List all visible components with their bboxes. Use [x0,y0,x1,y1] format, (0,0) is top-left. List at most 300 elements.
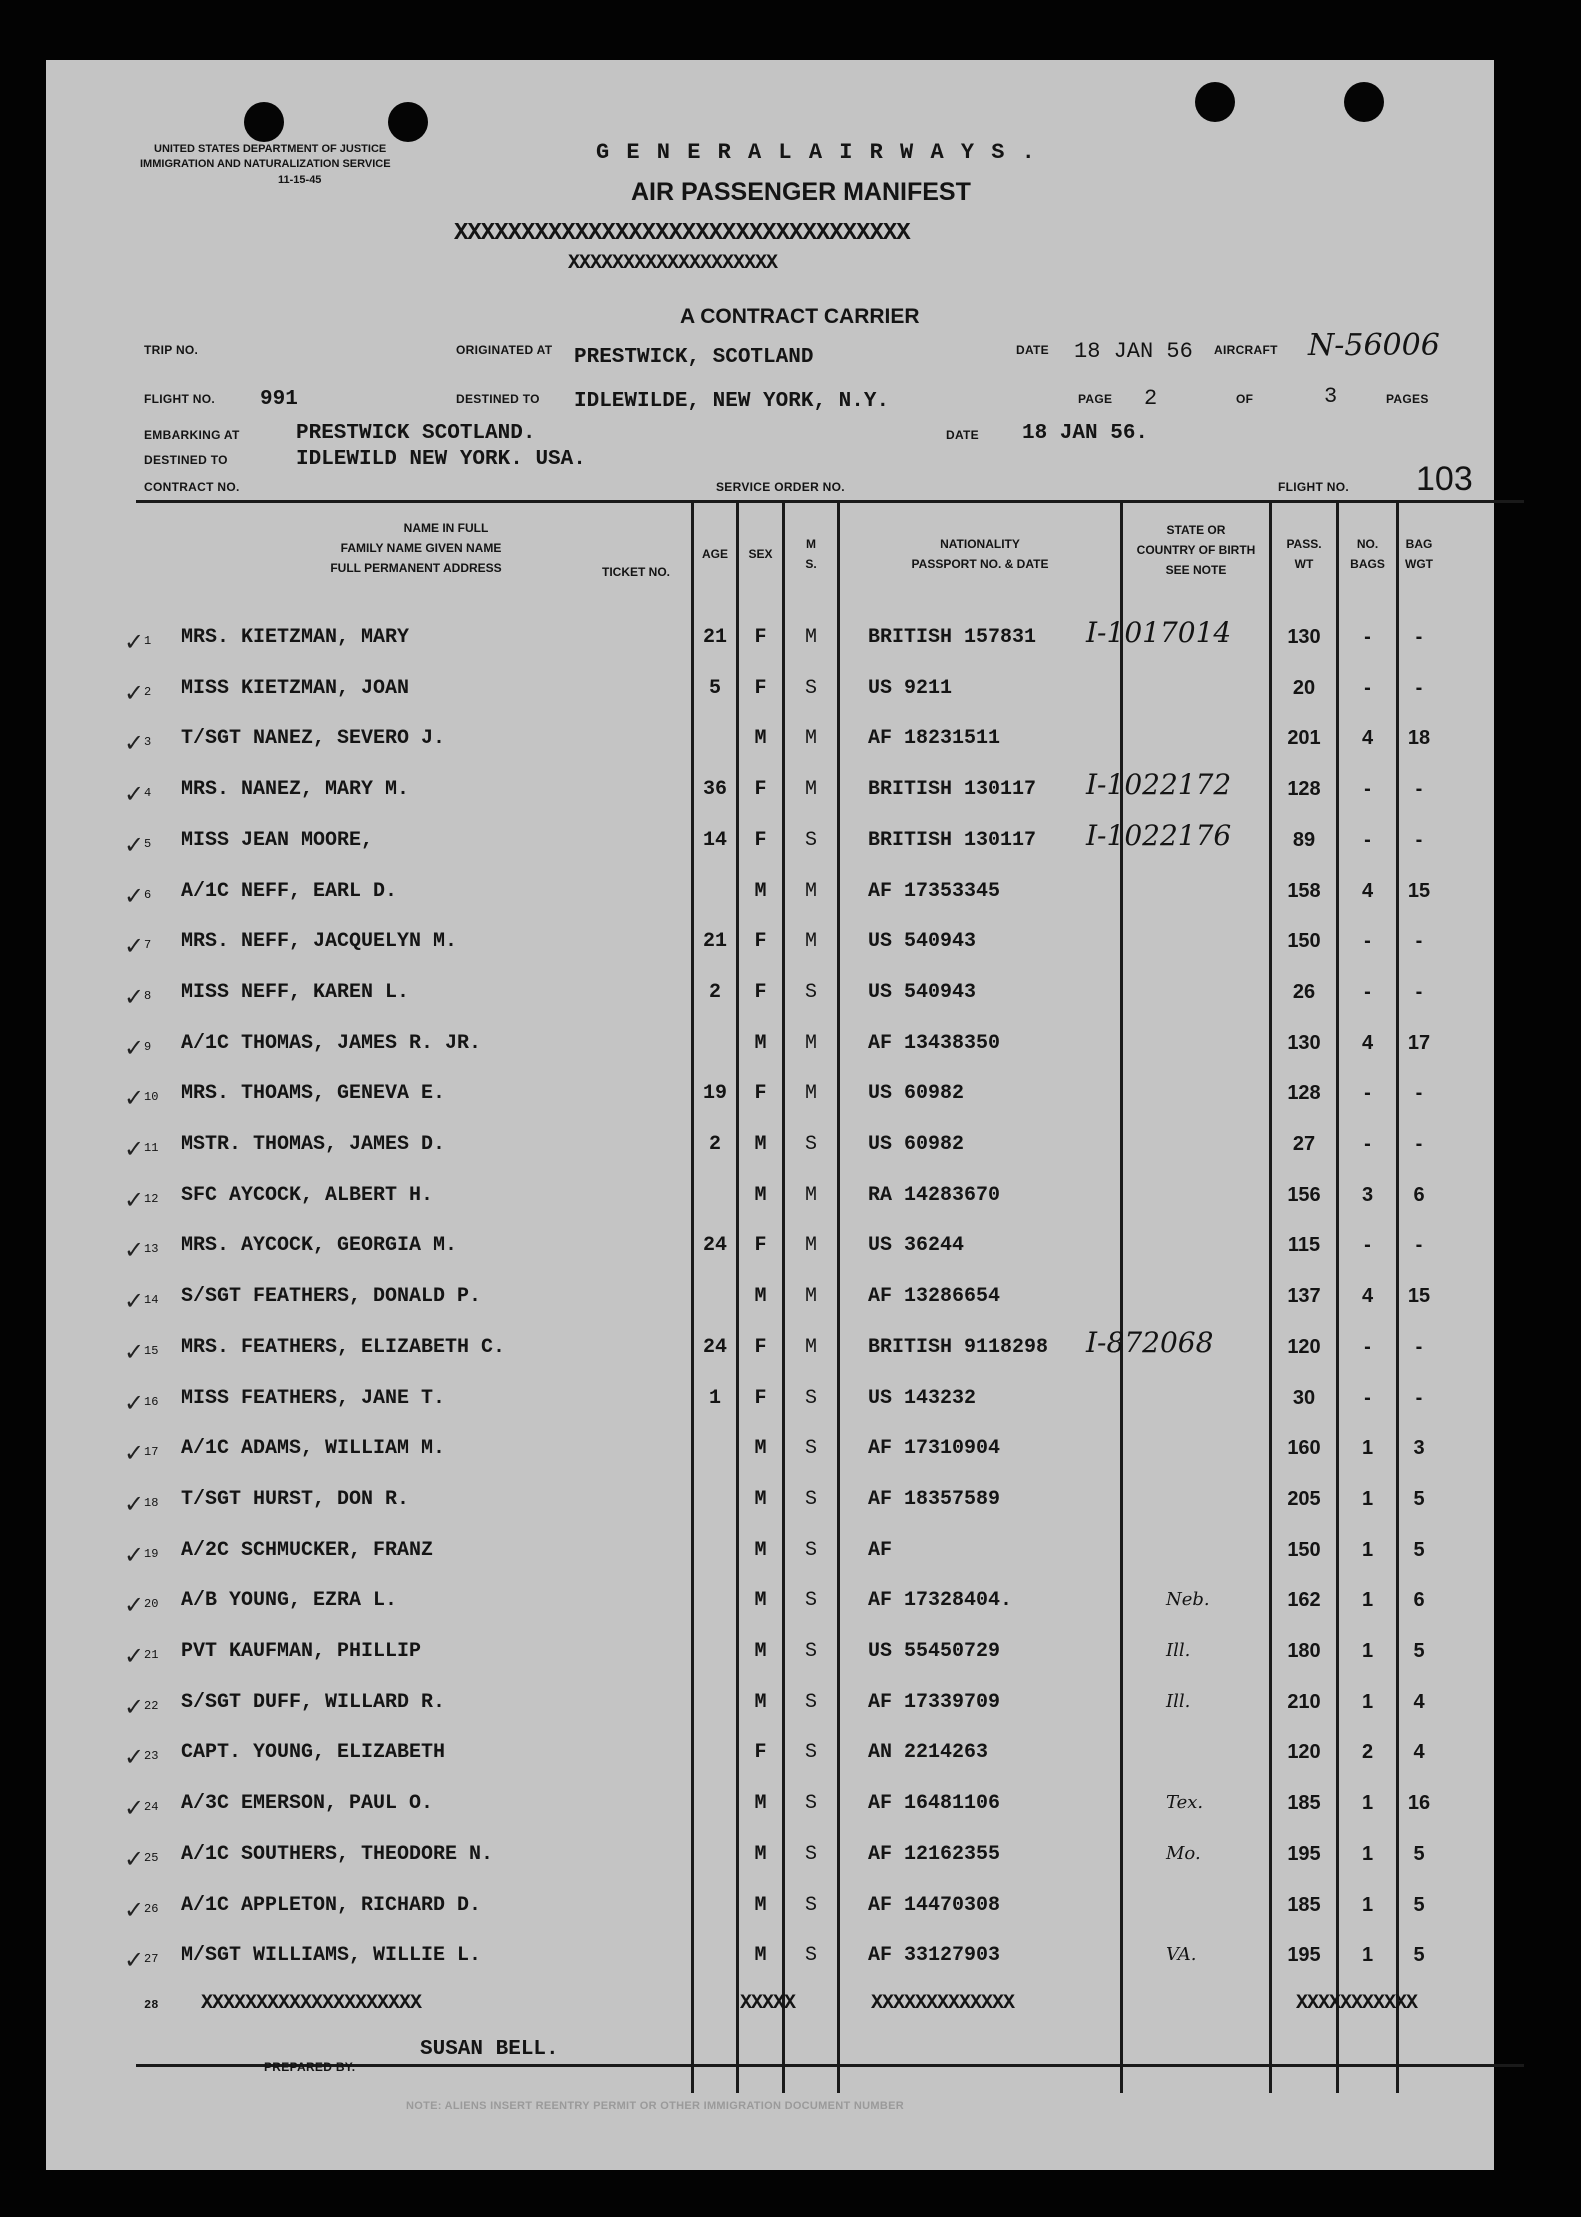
age-cell: 1 [708,1387,721,1410]
row-number: 16 [144,1395,159,1409]
sex-cell: F [754,930,767,953]
sex-cell: M [754,1488,767,1511]
passport-cell: US 143232 [868,1387,977,1410]
pass-weight-cell: 20 [1292,677,1316,699]
passport-cell: AF 13438350 [868,1032,1001,1055]
prepared-by-label: PREPARED BY. [264,2060,356,2074]
bags-cell: - [1364,1387,1371,1409]
bag-weight-cell: 5 [1413,1894,1425,1916]
pass-weight-cell: 201 [1287,727,1321,749]
pass-weight-cell: 210 [1287,1691,1321,1713]
passport-cell: AF 33127903 [868,1944,1001,1967]
sex-cell: M [754,1843,767,1866]
marital-status-cell: S [804,981,817,1004]
state-of-birth-cell: Ill. [1166,1640,1191,1661]
bag-weight-cell: 17 [1407,1032,1431,1054]
passenger-name: MISS FEATHERS, JANE T. [181,1387,446,1410]
tally-check-mark: ✓ [124,780,145,808]
tally-check-mark: ✓ [124,1896,145,1924]
column-rule [691,503,694,2093]
struck-line: XXXXXXXXXXXXXXXXXXXXXXXXXXXXXXXXXX [454,220,910,247]
bags-cell: - [1364,981,1371,1003]
bag-weight-cell: 5 [1413,1843,1425,1865]
bag-weight-cell: 5 [1413,1488,1425,1510]
footer-note: NOTE: ALIENS INSERT REENTRY PERMIT OR OTHER IMMIGRATION DOCUMENT NUMBER [406,2100,904,2112]
marital-status-cell: M [804,1032,817,1055]
row-number: 18 [144,1496,159,1510]
row-number: 2 [144,685,152,699]
sex-cell: M [754,1032,767,1055]
sex-cell: F [754,829,767,852]
passport-cell: US 55450729 [868,1640,1001,1663]
row-number: 17 [144,1445,159,1459]
row-number: 6 [144,888,152,902]
aircraft-value: N-56006 [1308,328,1440,363]
passenger-name: A/B YOUNG, EZRA L. [181,1589,398,1612]
age-cell: 2 [708,1133,721,1156]
tally-check-mark: ✓ [124,831,145,859]
age-cell: 21 [702,626,727,649]
bag-weight-cell: 5 [1413,1944,1425,1966]
flight-no-label: FLIGHT NO. [144,392,215,406]
pass-weight-cell: 120 [1287,1336,1321,1358]
bags-cell: 1 [1361,1944,1374,1966]
bag-weight-cell: 15 [1407,1285,1431,1307]
bag-weight-cell: - [1415,829,1423,851]
bags-cell: 1 [1361,1843,1374,1865]
embarking-label: EMBARKING AT [144,428,240,442]
bag-weight-cell: - [1415,626,1423,648]
sex-cell: M [754,1691,767,1714]
manifest-title: AIR PASSENGER MANIFEST [631,178,971,206]
struck-row-passport: XXXXXXXXXXXXX [871,1992,1015,2015]
passenger-name: MRS. NEFF, JACQUELYN M. [181,930,458,953]
marital-status-cell: M [804,1234,817,1257]
struck-row-name: XXXXXXXXXXXXXXXXXXXX [201,1992,422,2015]
bags-cell: 1 [1361,1539,1374,1561]
bag-weight-cell: - [1415,1336,1423,1358]
passenger-name: CAPT. YOUNG, ELIZABETH [181,1741,446,1764]
flight-no2-label: FLIGHT NO. [1278,480,1349,494]
passport-cell: BRITISH 157831 [868,626,1037,649]
row-number: 11 [144,1141,159,1155]
passenger-name: T/SGT HURST, DON R. [181,1488,410,1511]
sex-cell: M [754,1133,767,1156]
passenger-name: PVT KAUFMAN, PHILLIP [181,1640,422,1663]
form-date: 11-15-45 [278,174,322,186]
bags-cell: 2 [1361,1741,1374,1763]
age-column-header: AGE [701,547,728,561]
passenger-name: S/SGT DUFF, WILLARD R. [181,1691,446,1714]
sex-cell: M [754,1640,767,1663]
tally-check-mark: ✓ [124,1642,145,1670]
passport-cell: AF 12162355 [868,1843,1001,1866]
pass-weight-cell: 128 [1287,1082,1321,1104]
flight-no-value: 991 [260,388,298,411]
airline-name: G E N E R A L A I R W A Y S . [596,140,1037,165]
bags-cell: 1 [1361,1792,1374,1814]
bags-cell: - [1364,1133,1371,1155]
marital-status-cell: M [804,1336,817,1359]
carrier-type: A CONTRACT CARRIER [680,305,920,328]
state-column-header: STATE OR [1166,523,1226,537]
name-column-header: NAME IN FULL [403,521,489,535]
marital-status-cell: M [804,727,817,750]
pass-weight-cell: 162 [1287,1589,1321,1611]
pass-weight-cell: 26 [1292,981,1316,1003]
reentry-permit-note: I-1022176 [1086,819,1232,852]
passenger-name: A/2C SCHMUCKER, FRANZ [181,1539,434,1562]
originated-label: ORIGINATED AT [456,343,553,357]
column-rule [837,503,840,2093]
passport-cell: AF 17328404. [868,1589,1013,1612]
pass-weight-cell: 195 [1287,1843,1321,1865]
bags-cell: 1 [1361,1488,1374,1510]
date2-value: 18 JAN 56. [1022,422,1149,445]
passenger-name: M/SGT WILLIAMS, WILLIE L. [181,1944,482,1967]
destined-value: IDLEWILDE, NEW YORK, N.Y. [574,390,890,413]
tally-check-mark: ✓ [124,1135,145,1163]
row-number: 24 [144,1800,159,1814]
marital-status-cell: S [804,1133,817,1156]
bag-weight-cell: - [1415,677,1423,699]
prepared-by-value: SUSAN BELL. [420,2038,559,2061]
passport-cell: AF 14470308 [868,1894,1001,1917]
age-cell: 19 [702,1082,727,1105]
tally-check-mark: ✓ [124,1439,145,1467]
bag-weight-cell: - [1415,778,1423,800]
marital-status-cell: M [804,930,817,953]
sex-cell: M [754,1539,767,1562]
pass-weight-cell: 160 [1287,1437,1321,1459]
sex-cell: F [754,1387,767,1410]
destined2-value: IDLEWILD NEW YORK. USA. [296,448,586,471]
pass-weight-cell: 130 [1287,626,1321,648]
marital-status-cell: M [804,778,817,801]
bags-cell: 3 [1361,1184,1374,1206]
bags-cell: 4 [1361,1032,1374,1054]
tally-check-mark: ✓ [124,1287,145,1315]
pass-weight-cell: 156 [1287,1184,1321,1206]
passenger-name: MRS. THOAMS, GENEVA E. [181,1082,446,1105]
marital-status-cell: S [804,1387,817,1410]
passenger-name: A/1C THOMAS, JAMES R. JR. [181,1032,482,1055]
pages-label: PAGES [1386,392,1429,406]
age-cell: 21 [702,930,727,953]
destined-label: DESTINED TO [456,392,540,406]
tally-check-mark: ✓ [124,1236,145,1264]
bag-weight-cell: - [1415,930,1423,952]
state-column-header: COUNTRY OF BIRTH [1136,543,1256,557]
reentry-permit-note: I-872068 [1086,1326,1214,1359]
marital-status-cell: S [804,1741,817,1764]
pass-weight-cell: 89 [1292,829,1316,851]
state-of-birth-cell: Ill. [1166,1691,1191,1712]
passport-cell: US 36244 [868,1234,965,1257]
bags-cell: 1 [1361,1437,1374,1459]
passenger-name: MRS. NANEZ, MARY M. [181,778,410,801]
passenger-name: A/1C NEFF, EARL D. [181,880,398,903]
passport-cell: US 540943 [868,930,977,953]
age-cell: 5 [708,677,721,700]
bag-weight-column-header: WGT [1405,557,1433,571]
address-column-header: FULL PERMANENT ADDRESS [330,561,502,575]
page-value: 2 [1144,386,1158,411]
bag-weight-cell: - [1415,1082,1423,1104]
marital-status-cell: M [804,1285,817,1308]
date-value: 18 JAN 56 [1074,339,1193,364]
passport-cell: US 60982 [868,1133,965,1156]
originated-value: PRESTWICK, SCOTLAND [574,346,814,369]
bags-cell: 1 [1361,1640,1374,1662]
tally-check-mark: ✓ [124,932,145,960]
bags-cell: - [1364,1234,1371,1256]
sex-cell: F [754,1234,767,1257]
bag-weight-cell: - [1415,1234,1423,1256]
bag-weight-cell: - [1415,1133,1423,1155]
pass-weight-cell: 128 [1287,778,1321,800]
ticket-column-header: TICKET NO. [602,565,670,579]
pass-weight-cell: 158 [1287,880,1321,902]
sex-cell: M [754,1589,767,1612]
bags-column-header: BAGS [1350,557,1385,571]
row-number: 8 [144,989,152,1003]
sex-cell: F [754,1082,767,1105]
bag-weight-cell: - [1415,981,1423,1003]
sex-cell: F [754,1741,767,1764]
passport-cell: US 540943 [868,981,977,1004]
bag-weight-cell: 6 [1413,1589,1425,1611]
tally-check-mark: ✓ [124,1389,145,1417]
bag-weight-cell: 18 [1407,727,1431,749]
date2-label: DATE [946,428,979,442]
passenger-name: MRS. AYCOCK, GEORGIA M. [181,1234,458,1257]
struck-row-number: 28 [144,1998,159,2012]
manifest-sheet [46,60,1494,2170]
tally-check-mark: ✓ [124,679,145,707]
passport-cell: AF 17353345 [868,880,1001,903]
contract-label: CONTRACT NO. [144,480,240,494]
row-number: 5 [144,837,152,851]
punch-hole [244,102,284,142]
marital-status-cell: S [804,1894,817,1917]
passenger-name: A/1C ADAMS, WILLIAM M. [181,1437,446,1460]
bags-column-header: NO. [1356,537,1379,551]
passenger-name: A/1C APPLETON, RICHARD D. [181,1894,482,1917]
state-of-birth-cell: Tex. [1166,1792,1204,1813]
row-number: 4 [144,786,152,800]
bags-cell: 1 [1361,1894,1374,1916]
passenger-name: MISS NEFF, KAREN L. [181,981,410,1004]
passport-cell: US 60982 [868,1082,965,1105]
sex-column-header: SEX [748,547,773,561]
tally-check-mark: ✓ [124,1591,145,1619]
bag-weight-cell: 5 [1413,1640,1425,1662]
trip-no-label: TRIP NO. [144,343,199,357]
passport-cell: AF 18357589 [868,1488,1001,1511]
aircraft-label: AIRCRAFT [1214,343,1278,357]
bags-cell: 4 [1361,727,1374,749]
punch-hole [1195,82,1235,122]
row-number: 15 [144,1344,159,1358]
bag-weight-cell: 4 [1413,1741,1425,1763]
marital-status-cell: M [804,626,817,649]
reentry-permit-note: I-1022172 [1086,768,1232,801]
row-number: 10 [144,1090,159,1104]
passenger-name: MRS. FEATHERS, ELIZABETH C. [181,1336,506,1359]
struck-row-sex-ms: XXXXX [740,1992,796,2015]
bags-cell: - [1364,930,1371,952]
passenger-name: MISS KIETZMAN, JOAN [181,677,410,700]
passport-column-header: PASSPORT NO. & DATE [911,557,1049,571]
marital-status-cell: S [804,677,817,700]
pass-weight-cell: 150 [1287,930,1321,952]
bags-cell: 1 [1361,1589,1374,1611]
reentry-permit-note: I-1017014 [1086,616,1232,649]
ms-column-header: S. [805,557,817,571]
marital-status-cell: S [804,1691,817,1714]
bag-weight-column-header: BAG [1405,537,1433,551]
ms-column-header: M [806,537,816,551]
passport-cell: BRITISH 130117 [868,829,1037,852]
state-column-header: SEE NOTE [1165,563,1227,577]
bag-weight-cell: 16 [1407,1792,1431,1814]
passport-cell: US 9211 [868,677,953,700]
row-number: 27 [144,1952,159,1966]
age-cell: 2 [708,981,721,1004]
bag-weight-cell: 3 [1413,1437,1425,1459]
bag-weight-cell: 5 [1413,1539,1425,1561]
age-cell: 24 [702,1234,727,1257]
pass-weight-cell: 27 [1292,1133,1316,1155]
of-label: OF [1236,392,1254,406]
passport-cell: AF 13286654 [868,1285,1001,1308]
tally-check-mark: ✓ [124,882,145,910]
embarking-value: PRESTWICK SCOTLAND. [296,422,536,445]
passenger-name: A/1C SOUTHERS, THEODORE N. [181,1843,494,1866]
pass-weight-column-header: PASS. [1286,537,1322,551]
passport-cell: AF 17310904 [868,1437,1001,1460]
passenger-name: A/3C EMERSON, PAUL O. [181,1792,434,1815]
row-number: 20 [144,1597,159,1611]
age-cell: 36 [702,778,727,801]
passport-cell: AF 17339709 [868,1691,1001,1714]
passenger-name: MRS. KIETZMAN, MARY [181,626,410,649]
pass-weight-cell: 30 [1292,1387,1316,1409]
nationality-column-header: NATIONALITY [940,537,1020,551]
bags-cell: - [1364,677,1371,699]
passport-cell: BRITISH 9118298 [868,1336,1049,1359]
tally-check-mark: ✓ [124,1794,145,1822]
service-order-label: SERVICE ORDER NO. [716,480,845,494]
row-number: 1 [144,634,152,648]
passport-cell: AN 2214263 [868,1741,989,1764]
row-number: 13 [144,1242,159,1256]
tally-check-mark: ✓ [124,1946,145,1974]
pass-weight-cell: 130 [1287,1032,1321,1054]
sex-cell: M [754,880,767,903]
bags-cell: 4 [1361,1285,1374,1307]
row-number: 3 [144,735,152,749]
tally-check-mark: ✓ [124,1845,145,1873]
passenger-name: MSTR. THOMAS, JAMES D. [181,1133,446,1156]
bags-cell: - [1364,829,1371,851]
row-number: 14 [144,1293,159,1307]
tally-check-mark: ✓ [124,628,145,656]
passenger-name: S/SGT FEATHERS, DONALD P. [181,1285,482,1308]
marital-status-cell: M [804,880,817,903]
sex-cell: M [754,727,767,750]
age-cell: 24 [702,1336,727,1359]
bags-cell: 4 [1361,880,1374,902]
marital-status-cell: S [804,1437,817,1460]
tally-check-mark: ✓ [124,1743,145,1771]
passenger-name: T/SGT NANEZ, SEVERO J. [181,727,446,750]
column-rule [1120,503,1123,2093]
passport-cell: AF 18231511 [868,727,1001,750]
marital-status-cell: S [804,1843,817,1866]
pass-weight-cell: 115 [1287,1234,1321,1256]
pass-weight-cell: 185 [1287,1792,1321,1814]
flight-no2-value: 103 [1416,460,1473,498]
sex-cell: F [754,778,767,801]
state-of-birth-cell: Mo. [1166,1843,1201,1864]
marital-status-cell: M [804,1082,817,1105]
passport-cell: AF [868,1539,893,1562]
pass-weight-cell: 195 [1287,1944,1321,1966]
passenger-name: MISS JEAN MOORE, [181,829,374,852]
marital-status-cell: M [804,1184,817,1207]
pass-weight-cell: 150 [1287,1539,1321,1561]
sex-cell: F [754,626,767,649]
tally-check-mark: ✓ [124,1541,145,1569]
sex-cell: M [754,1894,767,1917]
tally-check-mark: ✓ [124,1084,145,1112]
sex-cell: M [754,1792,767,1815]
bags-cell: - [1364,778,1371,800]
sex-cell: M [754,1184,767,1207]
tally-check-mark: ✓ [124,729,145,757]
pass-weight-column-header: WT [1294,557,1314,571]
of-value: 3 [1324,384,1338,409]
passport-cell: RA 14283670 [868,1184,1001,1207]
state-of-birth-cell: Neb. [1166,1589,1210,1610]
passport-cell: AF 16481106 [868,1792,1001,1815]
sex-cell: M [754,1944,767,1967]
row-number: 26 [144,1902,159,1916]
name-column-subheader: FAMILY NAME GIVEN NAME [340,541,502,555]
pass-weight-cell: 185 [1287,1894,1321,1916]
row-number: 25 [144,1851,159,1865]
struck-line: XXXXXXXXXXXXXXXXXXX [568,252,778,275]
bag-weight-cell: 15 [1407,880,1431,902]
sex-cell: M [754,1437,767,1460]
tally-check-mark: ✓ [124,1338,145,1366]
tally-check-mark: ✓ [124,1034,145,1062]
state-of-birth-cell: VA. [1166,1944,1197,1965]
marital-status-cell: S [804,1488,817,1511]
marital-status-cell: S [804,1640,817,1663]
pass-weight-cell: 205 [1287,1488,1321,1510]
tally-check-mark: ✓ [124,1693,145,1721]
passenger-name: SFC AYCOCK, ALBERT H. [181,1184,434,1207]
pass-weight-cell: 120 [1287,1741,1321,1763]
bags-cell: - [1364,626,1371,648]
bags-cell: - [1364,1336,1371,1358]
row-number: 7 [144,938,152,952]
punch-hole [388,102,428,142]
row-number: 12 [144,1192,159,1206]
